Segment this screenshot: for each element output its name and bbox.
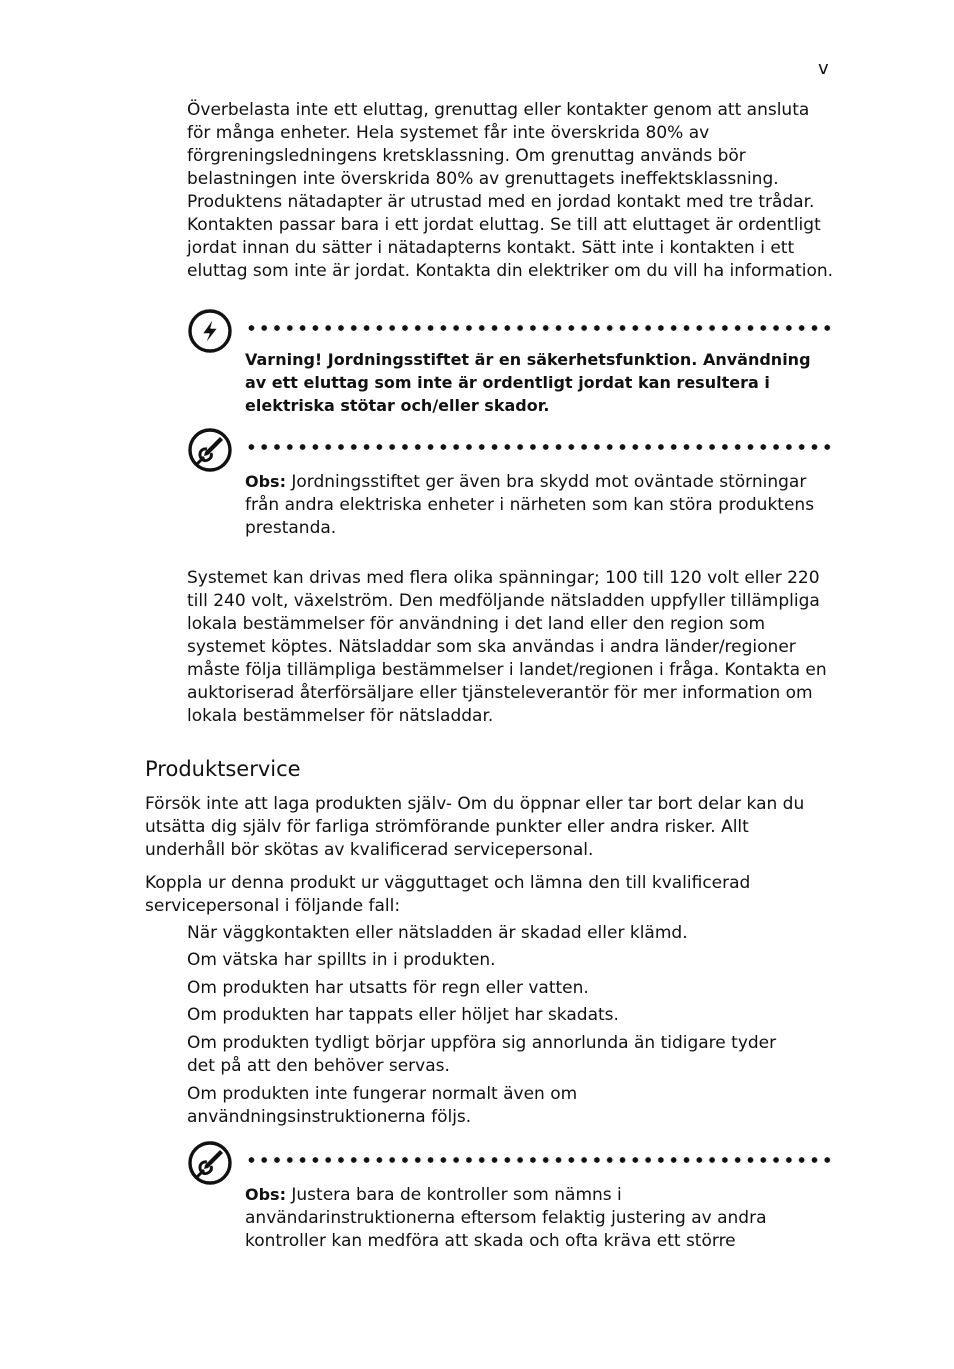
note2-text: Justera bara de kontroller som nämns i användarinstruktionerna eftersom felaktig justering av andra kontroller kan medföra att skada och ofta kräva ett större	[245, 1185, 767, 1251]
service-paragraph-1: Försök inte att laga produkten själv- Om du öppnar eller tar bort delar kan du utsätta dig själv för farliga strömförande punkter eller andra risker. Allt underhåll bör skötas av kvalificerad servicepersonal.	[145, 794, 805, 860]
page-number: v	[818, 58, 829, 79]
note2-label: Obs:	[245, 1185, 286, 1204]
paragraph-adapter: Produktens nätadapter är utrustad med en jordad kontakt med tre trådar. Kontakten passar bara i ett jordat eluttag. Se till att eluttaget är ordentligt jordat innan du sätter i nätadapterns kontakt. Sätt inte i kontakten i ett eluttag som inte är jordat. Kontakta din elektriker om du vill ha information.	[187, 192, 834, 281]
note1-text: Jordningsstiftet ger även bra skydd mot oväntade störningar från andra elektriska enheter i närheten som kan störa produktens prestanda.	[245, 472, 815, 538]
note1-label: Obs:	[245, 472, 286, 491]
list-item: När väggkontakten eller nätsladden är skadad eller klämd.	[187, 923, 688, 943]
warning-divider	[245, 325, 833, 331]
list-item: Om produkten inte fungerar normalt även om användningsinstruktionerna följs.	[187, 1084, 578, 1127]
list-item: Om produkten har utsatts för regn eller vatten.	[187, 978, 589, 998]
list-item: Om produkten har tappats eller höljet har skadats.	[187, 1005, 619, 1025]
section-heading: Produktservice	[145, 757, 301, 781]
lightning-warning-icon	[187, 308, 233, 354]
note1-paragraph	[245, 470, 825, 540]
note2-divider	[245, 1157, 833, 1163]
note2-paragraph	[245, 1183, 805, 1253]
warning-text: Varning! Jordningsstiftet är en säkerhetsfunktion. Användning av ett eluttag som inte är ordentligt jordat kan resultera i elektriska stötar och/eller skador.	[245, 350, 811, 415]
list-item: Om vätska har spillts in i produkten.	[187, 950, 496, 970]
paragraph-overload: Överbelasta inte ett eluttag, grenuttag eller kontakter genom att ansluta för många enheter. Hela systemet får inte överskrida 80% av förgreningsledningens kretsklassning. Om grenuttag används bör belastningen inte överskrida 80% av grenuttagets ineffektsklassning.	[187, 100, 810, 189]
pen-note-icon	[187, 1140, 233, 1186]
service-paragraph-2: Koppla ur denna produkt ur vägguttaget och lämna den till kvalificerad servicepersonal i följande fall:	[145, 873, 751, 916]
paragraph-voltage: Systemet kan drivas med flera olika spänningar; 100 till 120 volt eller 220 till 240 volt, växelström. Den medföljande nätsladden uppfyller tillämpliga lokala bestämmelser för användning i det land eller den region som systemet köptes. Nätsladdar som ska användas i andra länder/regioner måste följa tillämpliga bestämmelser i landet/regionen i fråga. Kontakta en auktoriserad återförsäljare eller tjänsteleverantör för mer information om lokala bestämmelser för nätsladdar.	[187, 568, 827, 726]
pen-note-icon	[187, 427, 233, 473]
note1-divider	[245, 444, 833, 450]
list-item: Om produkten tydligt börjar uppföra sig annorlunda än tidigare tyder det på att den behöver servas.	[187, 1033, 777, 1076]
